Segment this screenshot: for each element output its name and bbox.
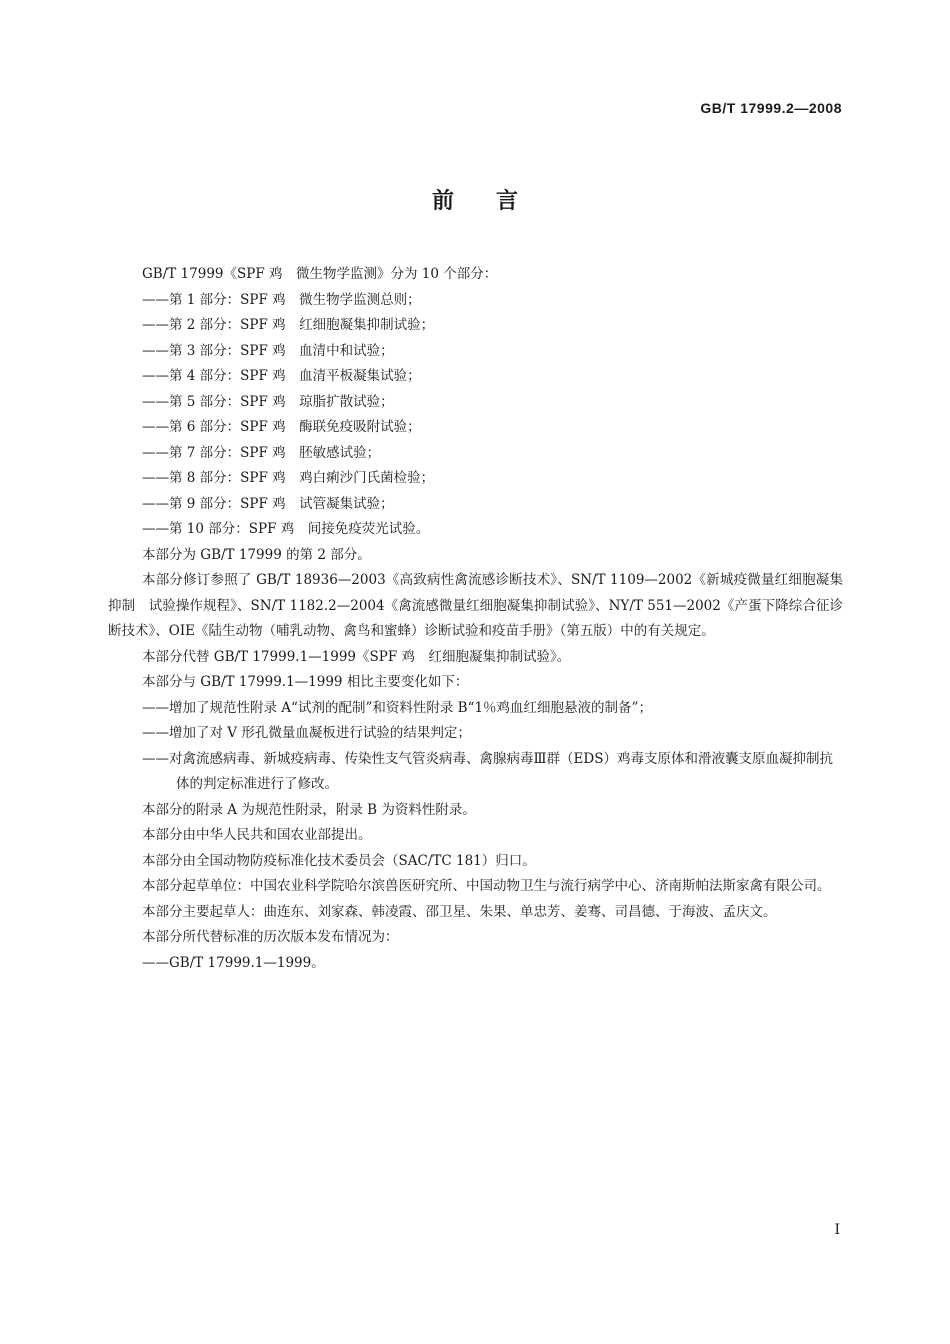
history-paragraph: 本部分所代替标准的历次版本发布情况为： xyxy=(142,929,399,945)
part-paragraph: 本部分为 GB/T 17999 的第 2 部分。 xyxy=(142,546,371,563)
part-item: ——第 2 部分：SPF 鸡 红细胞凝集抑制试验； xyxy=(142,317,435,333)
page-title: 前言 xyxy=(431,189,560,214)
foreword-body xyxy=(108,262,843,976)
revision-paragraph: 本部分修订参照了 GB/T 18936—2003《高致病性禽流感诊断技术》、SN/T 1109—2002《新城疫微量红细胞凝集抑制 试验操作规程》、SN/T 1182.2—2004《禽流感微量红细胞凝集抑制试验》、NY/T 551—2002《产蛋下降综合征诊断技术》、OIE《陆生动物（哺乳动物、禽鸟和蜜蜂）诊断试验和疫苗手册》（第五版）中的有关规定。 xyxy=(108,572,843,639)
part-item: ——第 9 部分：SPF 鸡 试管凝集试验； xyxy=(142,495,394,512)
part-item: ——第 10 部分：SPF 鸡 间接免疫荧光试验。 xyxy=(142,521,430,537)
change-item: ——对禽流感病毒、新城疫病毒、传染性支气管炎病毒、禽腺病毒Ⅲ群（EDS）鸡毒支原体和滑液囊支原血凝抑制抗体的判定标准进行了修改。 xyxy=(142,750,833,792)
replaces-paragraph: 本部分代替 GB/T 17999.1—1999《SPF 鸡 红细胞凝集抑制试验》。 xyxy=(142,648,571,665)
part-item: ——第 5 部分：SPF 鸡 琼脂扩散试验； xyxy=(142,393,394,410)
page-number: I xyxy=(834,1222,840,1238)
drafters-paragraph: 本部分主要起草人：曲连东、刘家森、韩凌霞、邵卫星、朱果、单忠芳、姜骞、司昌德、于海波、孟庆文。 xyxy=(142,903,777,920)
drafting-units-paragraph: 本部分起草单位：中国农业科学院哈尔滨兽医研究所、中国动物卫生与流行病学中心、济南斯帕法斯家禽有限公司。 xyxy=(142,878,831,894)
standard-code: GB/T 17999.2—2008 xyxy=(700,100,842,116)
appendix-paragraph: 本部分的附录 A 为规范性附录，附录 B 为资料性附录。 xyxy=(142,801,476,818)
part-item: ——第 8 部分：SPF 鸡 鸡白痢沙门氏菌检验； xyxy=(142,470,435,486)
change-item: ——增加了规范性附录 A“试剂的配制”和资料性附录 B“1％鸡血红细胞悬液的制备”； xyxy=(142,699,652,716)
history-item: ——GB/T 17999.1—1999。 xyxy=(142,954,325,971)
part-item: ——第 6 部分：SPF 鸡 酶联免疫吸附试验； xyxy=(142,419,421,435)
proposed-paragraph: 本部分由中华人民共和国农业部提出。 xyxy=(142,827,372,843)
part-item: ——第 1 部分：SPF 鸡 微生物学监测总则； xyxy=(142,291,421,308)
change-item: ——增加了对 V 形孔微量血凝板进行试验的结果判定； xyxy=(142,725,471,741)
intro-paragraph: GB/T 17999《SPF 鸡 微生物学监测》分为 10 个部分： xyxy=(142,266,498,282)
part-item: ——第 4 部分：SPF 鸡 血清平板凝集试验； xyxy=(142,368,421,384)
centralized-paragraph: 本部分由全国动物防疫标准化技术委员会（SAC/TC 181）归口。 xyxy=(142,852,536,869)
part-item: ——第 7 部分：SPF 鸡 胚敏感试验； xyxy=(142,444,381,461)
part-item: ——第 3 部分：SPF 鸡 血清中和试验； xyxy=(142,342,394,359)
changes-paragraph: 本部分与 GB/T 17999.1—1999 相比主要变化如下： xyxy=(142,674,469,690)
